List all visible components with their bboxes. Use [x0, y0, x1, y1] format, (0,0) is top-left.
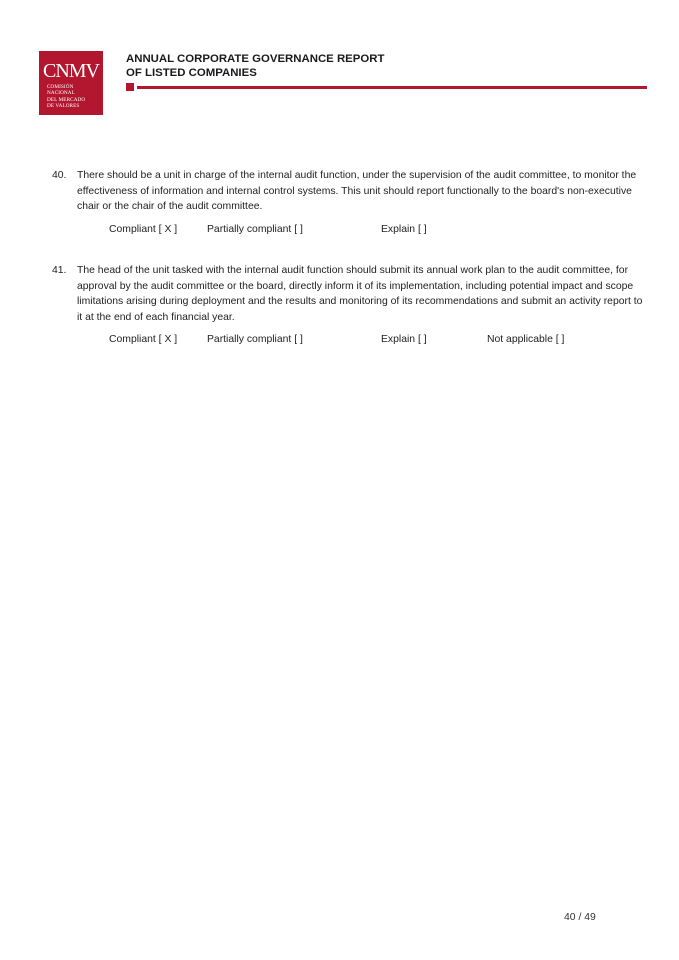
recommendation-text: The head of the unit tasked with the internal audit function should submit its annual work plan to the audit committee, for approval by the audit committee or the board, directly inform it of its implementation, including potential impact and scope limitations arising during deployment and the results and monitoring of its recommendations and submit an activity report to it at the end of each financial year.: [77, 265, 643, 323]
logo-subtitle-line: NACIONAL: [47, 90, 75, 97]
option-explain: Explain [ ]: [381, 334, 427, 345]
recommendation-text: There should be a unit in charge of the internal audit function, under the supervision of the audit committee, to monitor the effectiveness of information and internal control systems. This unit should report functionally to the board's non-executive chair or the chair of the audit committee.: [77, 170, 637, 212]
option-partially-compliant: Partially compliant [ ]: [207, 224, 303, 235]
logo-mark: CNMV: [42, 60, 99, 82]
recommendation-number: 41.: [52, 265, 67, 276]
header-accent-square: [126, 83, 134, 91]
report-title-line-1: ANNUAL CORPORATE GOVERNANCE REPORT: [126, 53, 385, 65]
header-divider: [137, 86, 647, 89]
logo-subtitle: [47, 84, 101, 110]
recommendation-number: 40.: [52, 170, 67, 181]
recommendation-41: [52, 263, 647, 325]
option-not-applicable: Not applicable [ ]: [487, 334, 565, 345]
logo-subtitle-line: DE VALORES: [47, 103, 80, 110]
report-title-line-2: OF LISTED COMPANIES: [126, 67, 257, 79]
logo-subtitle-line: COMISIÓN: [47, 84, 74, 90]
option-compliant: Compliant [ X ]: [109, 334, 178, 345]
cnmv-logo: [39, 51, 103, 115]
option-compliant: Compliant [ X ]: [109, 224, 178, 235]
page-number: 40 / 49: [564, 912, 596, 923]
option-explain: Explain [ ]: [381, 224, 427, 235]
option-partially-compliant: Partially compliant [ ]: [207, 334, 303, 345]
logo-subtitle-line: DEL MERCADO: [47, 96, 86, 103]
report-title: [126, 52, 384, 80]
recommendation-40: [52, 168, 647, 215]
